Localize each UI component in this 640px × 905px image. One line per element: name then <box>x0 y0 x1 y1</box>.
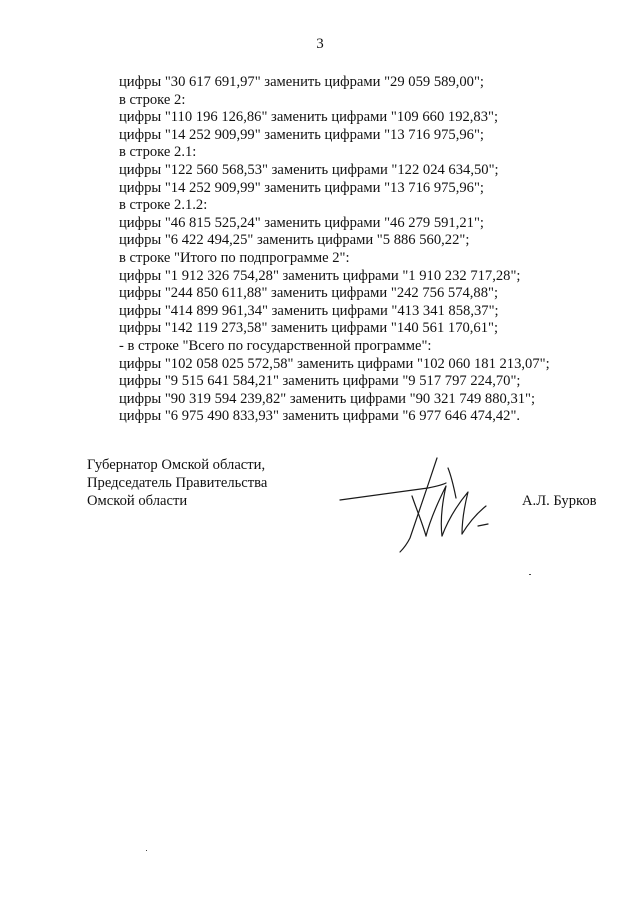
handwritten-signature <box>330 450 520 555</box>
text-line: цифры "110 196 126,86" заменить цифрами "109 660 192,83"; <box>119 109 499 126</box>
amendment-text <box>119 74 619 426</box>
signer-name: А.Л. Бурков <box>522 493 597 509</box>
text-line: цифры "30 617 691,97" заменить цифрами "29 059 589,00"; <box>119 74 484 90</box>
text-line: цифры "9 515 641 584,21" заменить цифрами "9 517 797 224,70"; <box>119 373 521 390</box>
text-line: цифры "6 422 494,25" заменить цифрами "5 886 560,22"; <box>119 232 470 249</box>
text-line: цифры "122 560 568,53" заменить цифрами "122 024 634,50"; <box>119 161 499 178</box>
signatory-title-line: Председатель Правительства <box>87 475 268 491</box>
text-line: цифры "46 815 525,24" заменить цифрами "46 279 591,21"; <box>119 214 484 231</box>
signatory-title-line: Губернатор Омской области, <box>87 457 266 473</box>
text-line: цифры "14 252 909,99" заменить цифрами "13 716 975,96"; <box>119 126 484 143</box>
scan-speck <box>146 850 147 851</box>
text-line: цифры "102 058 025 572,58" заменить цифрами "102 060 181 213,07"; <box>119 355 550 372</box>
signatory-title-line: Омской области <box>87 493 188 509</box>
text-line: в строке "Итого по подпрограмме 2": <box>119 249 350 266</box>
signatory-title <box>87 456 347 510</box>
text-line: цифры "244 850 611,88" заменить цифрами "242 756 574,88"; <box>119 285 499 302</box>
text-line: цифры "14 252 909,99" заменить цифрами "13 716 975,96"; <box>119 179 484 196</box>
text-line: цифры "6 975 490 833,93" заменить цифрами "6 977 646 474,42". <box>119 408 521 425</box>
text-line: в строке 2.1.2: <box>119 197 208 214</box>
text-line: цифры "1 912 326 754,28" заменить цифрами "1 910 232 717,28"; <box>119 267 521 284</box>
text-line: цифры "142 119 273,58" заменить цифрами "140 561 170,61"; <box>119 320 499 337</box>
text-line: в строке 2: <box>119 91 186 108</box>
text-line: цифры "90 319 594 239,82" заменить цифрами "90 321 749 880,31"; <box>119 390 536 407</box>
text-line: - в строке "Всего по государственной программе": <box>119 337 432 354</box>
text-line: цифры "414 899 961,34" заменить цифрами "413 341 858,37"; <box>119 302 499 319</box>
scan-speck <box>529 574 531 575</box>
page-number: 3 <box>316 36 324 52</box>
text-line: в строке 2.1: <box>119 144 197 161</box>
